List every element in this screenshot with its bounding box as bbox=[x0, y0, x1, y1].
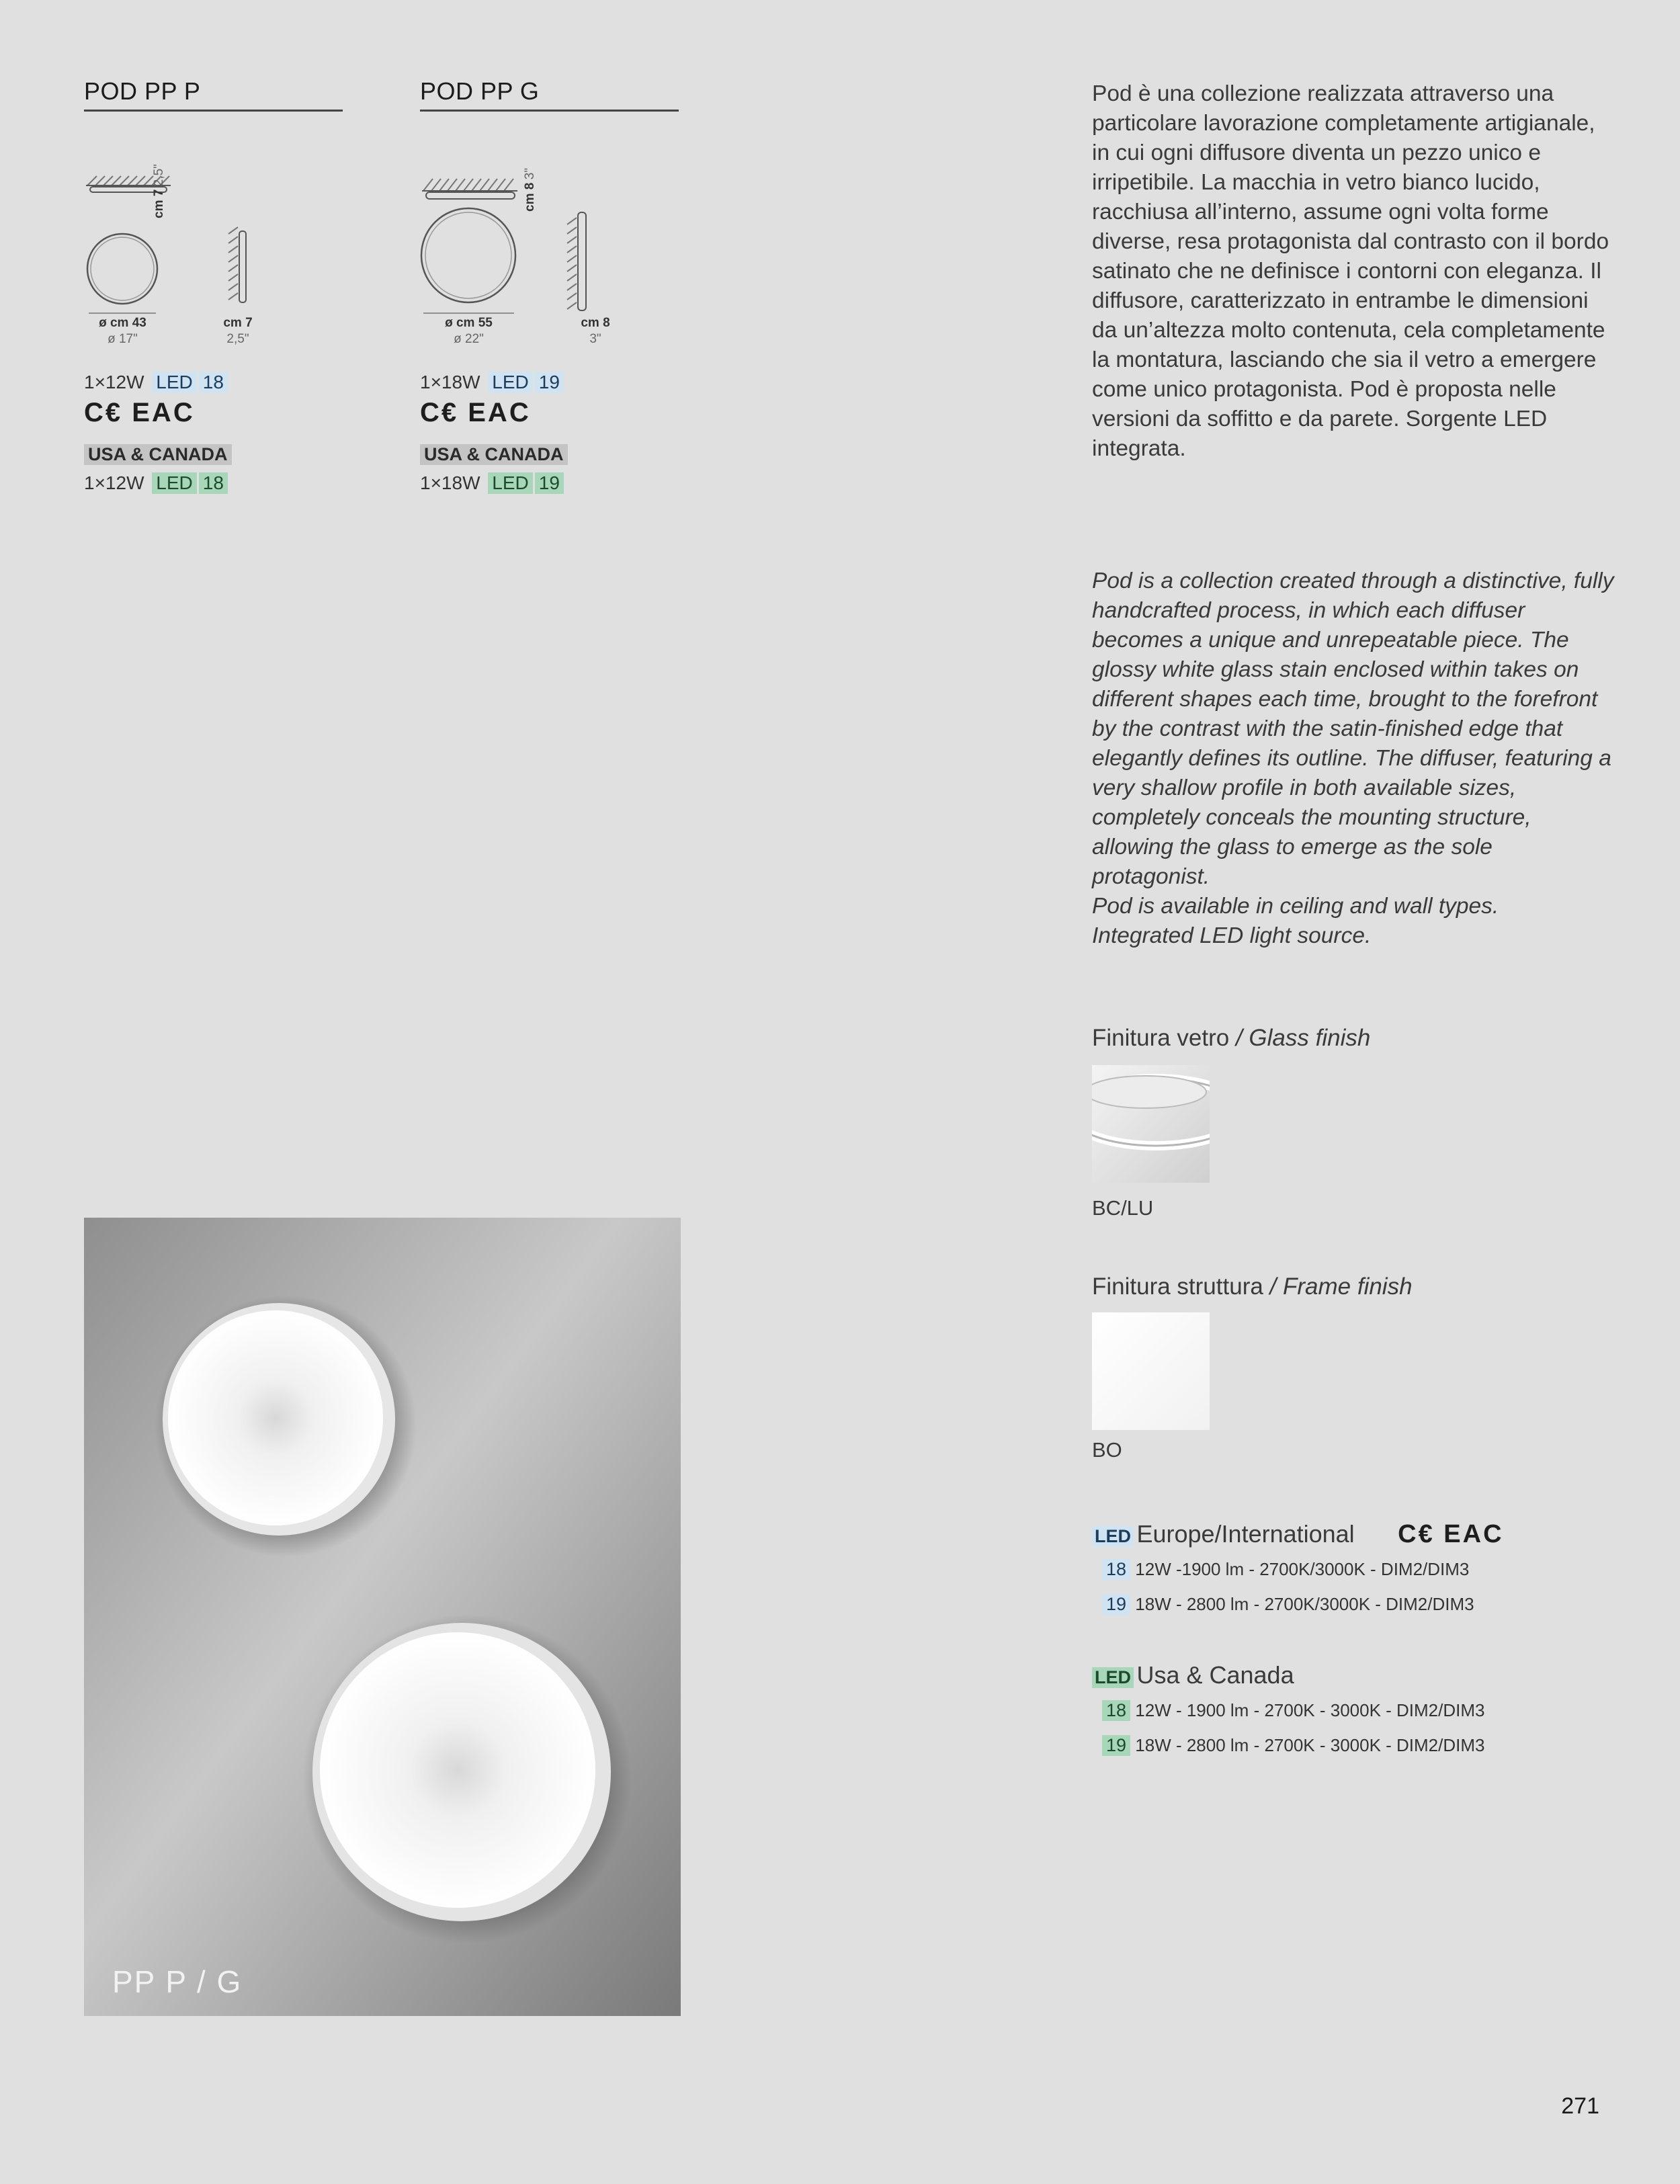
led-usa-row bbox=[1102, 1700, 1484, 1721]
led-usa-tag: LED bbox=[1092, 1667, 1134, 1688]
pod-pp-g-diameter-inch: ø 22" bbox=[454, 332, 484, 346]
glass-finish-label-it: Finitura vetro bbox=[1092, 1025, 1230, 1051]
led-usa-header bbox=[1092, 1661, 1294, 1689]
pod-pp-g-spec-us bbox=[420, 472, 564, 494]
pod-pp-g-depth-label: cm 8 bbox=[523, 182, 537, 212]
description-english-types: Pod is available in ceiling and wall types. bbox=[1092, 894, 1499, 919]
led-row-text: 12W -1900 lm - 2700K/3000K - DIM2/DIM3 bbox=[1135, 1559, 1470, 1579]
led-code-tag: 18 bbox=[199, 472, 228, 494]
description-english-main: Pod is a collection created through a distinctive, fully handcrafted process, in which each diffuser becomes a unique and unrepeatable piece. The glossy white glass stain enclosed within takes on different shapes each time, brought to the forefront by the contrast with the satin-finished edge that elegantly defines its outline. The diffuser, featuring a very shallow profile in both available sizes, completely conceals the mounting structure, allowing the glass to emerge as the sole protagonist. bbox=[1092, 569, 1614, 889]
description-italian: Pod è una collezione realizzata attraverso una particolare lavorazione completamente artigianale, in cui ogni diffusore diventa un pezzo unico e irripetibile. La macchia in vetro bianco lucido, racchiusa all’interno, assume ogni volta forme diverse, resa protagonista dal contrasto con il bordo satinato che ne definisce i contorni con eleganza. Il diffusore, caratterizzato in entrambe le dimensioni da un’altezza molto contenuta, cela completamente la montatura, lasciando che sia il vetro a emergere come unico protagonista. Pod è proposta nelle versioni da soffitto e da parete. Sorgente LED integrata. bbox=[1092, 81, 1609, 461]
led-tag: LED bbox=[152, 372, 196, 393]
frame-finish-code: BO bbox=[1092, 1438, 1122, 1462]
pod-pp-g-usa-canada bbox=[420, 444, 568, 465]
led-row-code: 18 bbox=[1102, 1559, 1130, 1580]
usa-canada-label: USA & CANADA bbox=[420, 444, 568, 465]
product-photo bbox=[84, 1218, 681, 2016]
led-europe-header bbox=[1092, 1520, 1504, 1549]
led-code-tag: 19 bbox=[535, 472, 564, 494]
led-row-text: 12W - 1900 lm - 2700K - 3000K - DIM2/DIM3 bbox=[1135, 1700, 1485, 1720]
pod-pp-p-depth-inch: 2,5" bbox=[152, 164, 166, 187]
led-europe-cert: C€ EAC bbox=[1398, 1520, 1504, 1548]
frame-finish-label-it: Finitura struttura bbox=[1092, 1273, 1263, 1300]
led-tag: LED bbox=[488, 472, 532, 494]
pod-pp-p-side-inch: 2,5" bbox=[226, 332, 249, 346]
frame-finish-heading bbox=[1092, 1273, 1413, 1300]
pod-pp-p-spec-eu bbox=[84, 372, 228, 393]
description-english-source: Integrated LED light source. bbox=[1092, 923, 1372, 948]
description-english bbox=[1092, 566, 1616, 951]
glass-finish-swatch bbox=[1092, 1065, 1210, 1183]
pod-pp-p-diameter-inch: ø 17" bbox=[108, 332, 138, 346]
pod-pp-g-depth-inch: 3" bbox=[523, 167, 537, 180]
frame-finish-swatch bbox=[1092, 1312, 1210, 1430]
pod-pp-g-diameter-label: ø cm 55 bbox=[445, 316, 493, 330]
usa-canada-label: USA & CANADA bbox=[84, 444, 232, 465]
pod-pp-p-depth-label: cm 7 bbox=[152, 189, 166, 218]
led-europe-row bbox=[1102, 1559, 1469, 1580]
pod-pp-p-dimension-drawing bbox=[81, 173, 282, 328]
led-code-tag: 19 bbox=[535, 372, 564, 393]
page-number: 271 bbox=[1561, 2093, 1599, 2119]
pod-pp-g-cert-marks: C€ EAC bbox=[420, 398, 531, 427]
led-tag: LED bbox=[152, 472, 196, 494]
glass-finish-heading bbox=[1092, 1025, 1370, 1052]
led-europe-heading: Europe/International bbox=[1136, 1520, 1355, 1548]
spec-power: 1×12W bbox=[84, 472, 144, 493]
led-usa-heading: Usa & Canada bbox=[1136, 1661, 1294, 1689]
spec-power: 1×18W bbox=[420, 372, 480, 392]
led-usa-row bbox=[1102, 1735, 1484, 1756]
pod-pp-p-diameter-label: ø cm 43 bbox=[99, 316, 146, 330]
frame-finish-label-en: / Frame finish bbox=[1269, 1273, 1413, 1300]
led-row-text: 18W - 2800 lm - 2700K - 3000K - DIM2/DIM3 bbox=[1135, 1735, 1485, 1755]
spec-power: 1×12W bbox=[84, 372, 144, 392]
led-row-code: 19 bbox=[1102, 1594, 1130, 1615]
pod-pp-p-cert-marks: C€ EAC bbox=[84, 398, 195, 427]
product-title-pod-pp-p: POD PP P bbox=[84, 77, 343, 112]
led-europe-row bbox=[1102, 1594, 1474, 1615]
glass-finish-label-en: / Glass finish bbox=[1235, 1025, 1371, 1051]
product-photo-image bbox=[84, 1218, 681, 2016]
pod-pp-p-spec-us bbox=[84, 472, 228, 494]
pod-pp-g-spec-eu bbox=[420, 372, 564, 393]
led-code-tag: 18 bbox=[199, 372, 228, 393]
led-tag: LED bbox=[488, 372, 532, 393]
spec-power: 1×18W bbox=[420, 472, 480, 493]
product-title-pod-pp-g: POD PP G bbox=[420, 77, 679, 112]
pod-pp-g-side-label: cm 8 bbox=[581, 316, 610, 330]
pod-pp-p-usa-canada bbox=[84, 444, 232, 465]
glass-finish-code: BC/LU bbox=[1092, 1196, 1154, 1220]
pod-pp-p-side-label: cm 7 bbox=[223, 316, 253, 330]
pod-pp-g-side-inch: 3" bbox=[589, 332, 601, 346]
led-row-code: 19 bbox=[1102, 1735, 1130, 1756]
led-row-code: 18 bbox=[1102, 1700, 1130, 1721]
photo-caption: PP P / G bbox=[112, 1964, 243, 1999]
led-row-text: 18W - 2800 lm - 2700K/3000K - DIM2/DIM3 bbox=[1135, 1594, 1474, 1614]
led-europe-tag: LED bbox=[1092, 1526, 1134, 1547]
